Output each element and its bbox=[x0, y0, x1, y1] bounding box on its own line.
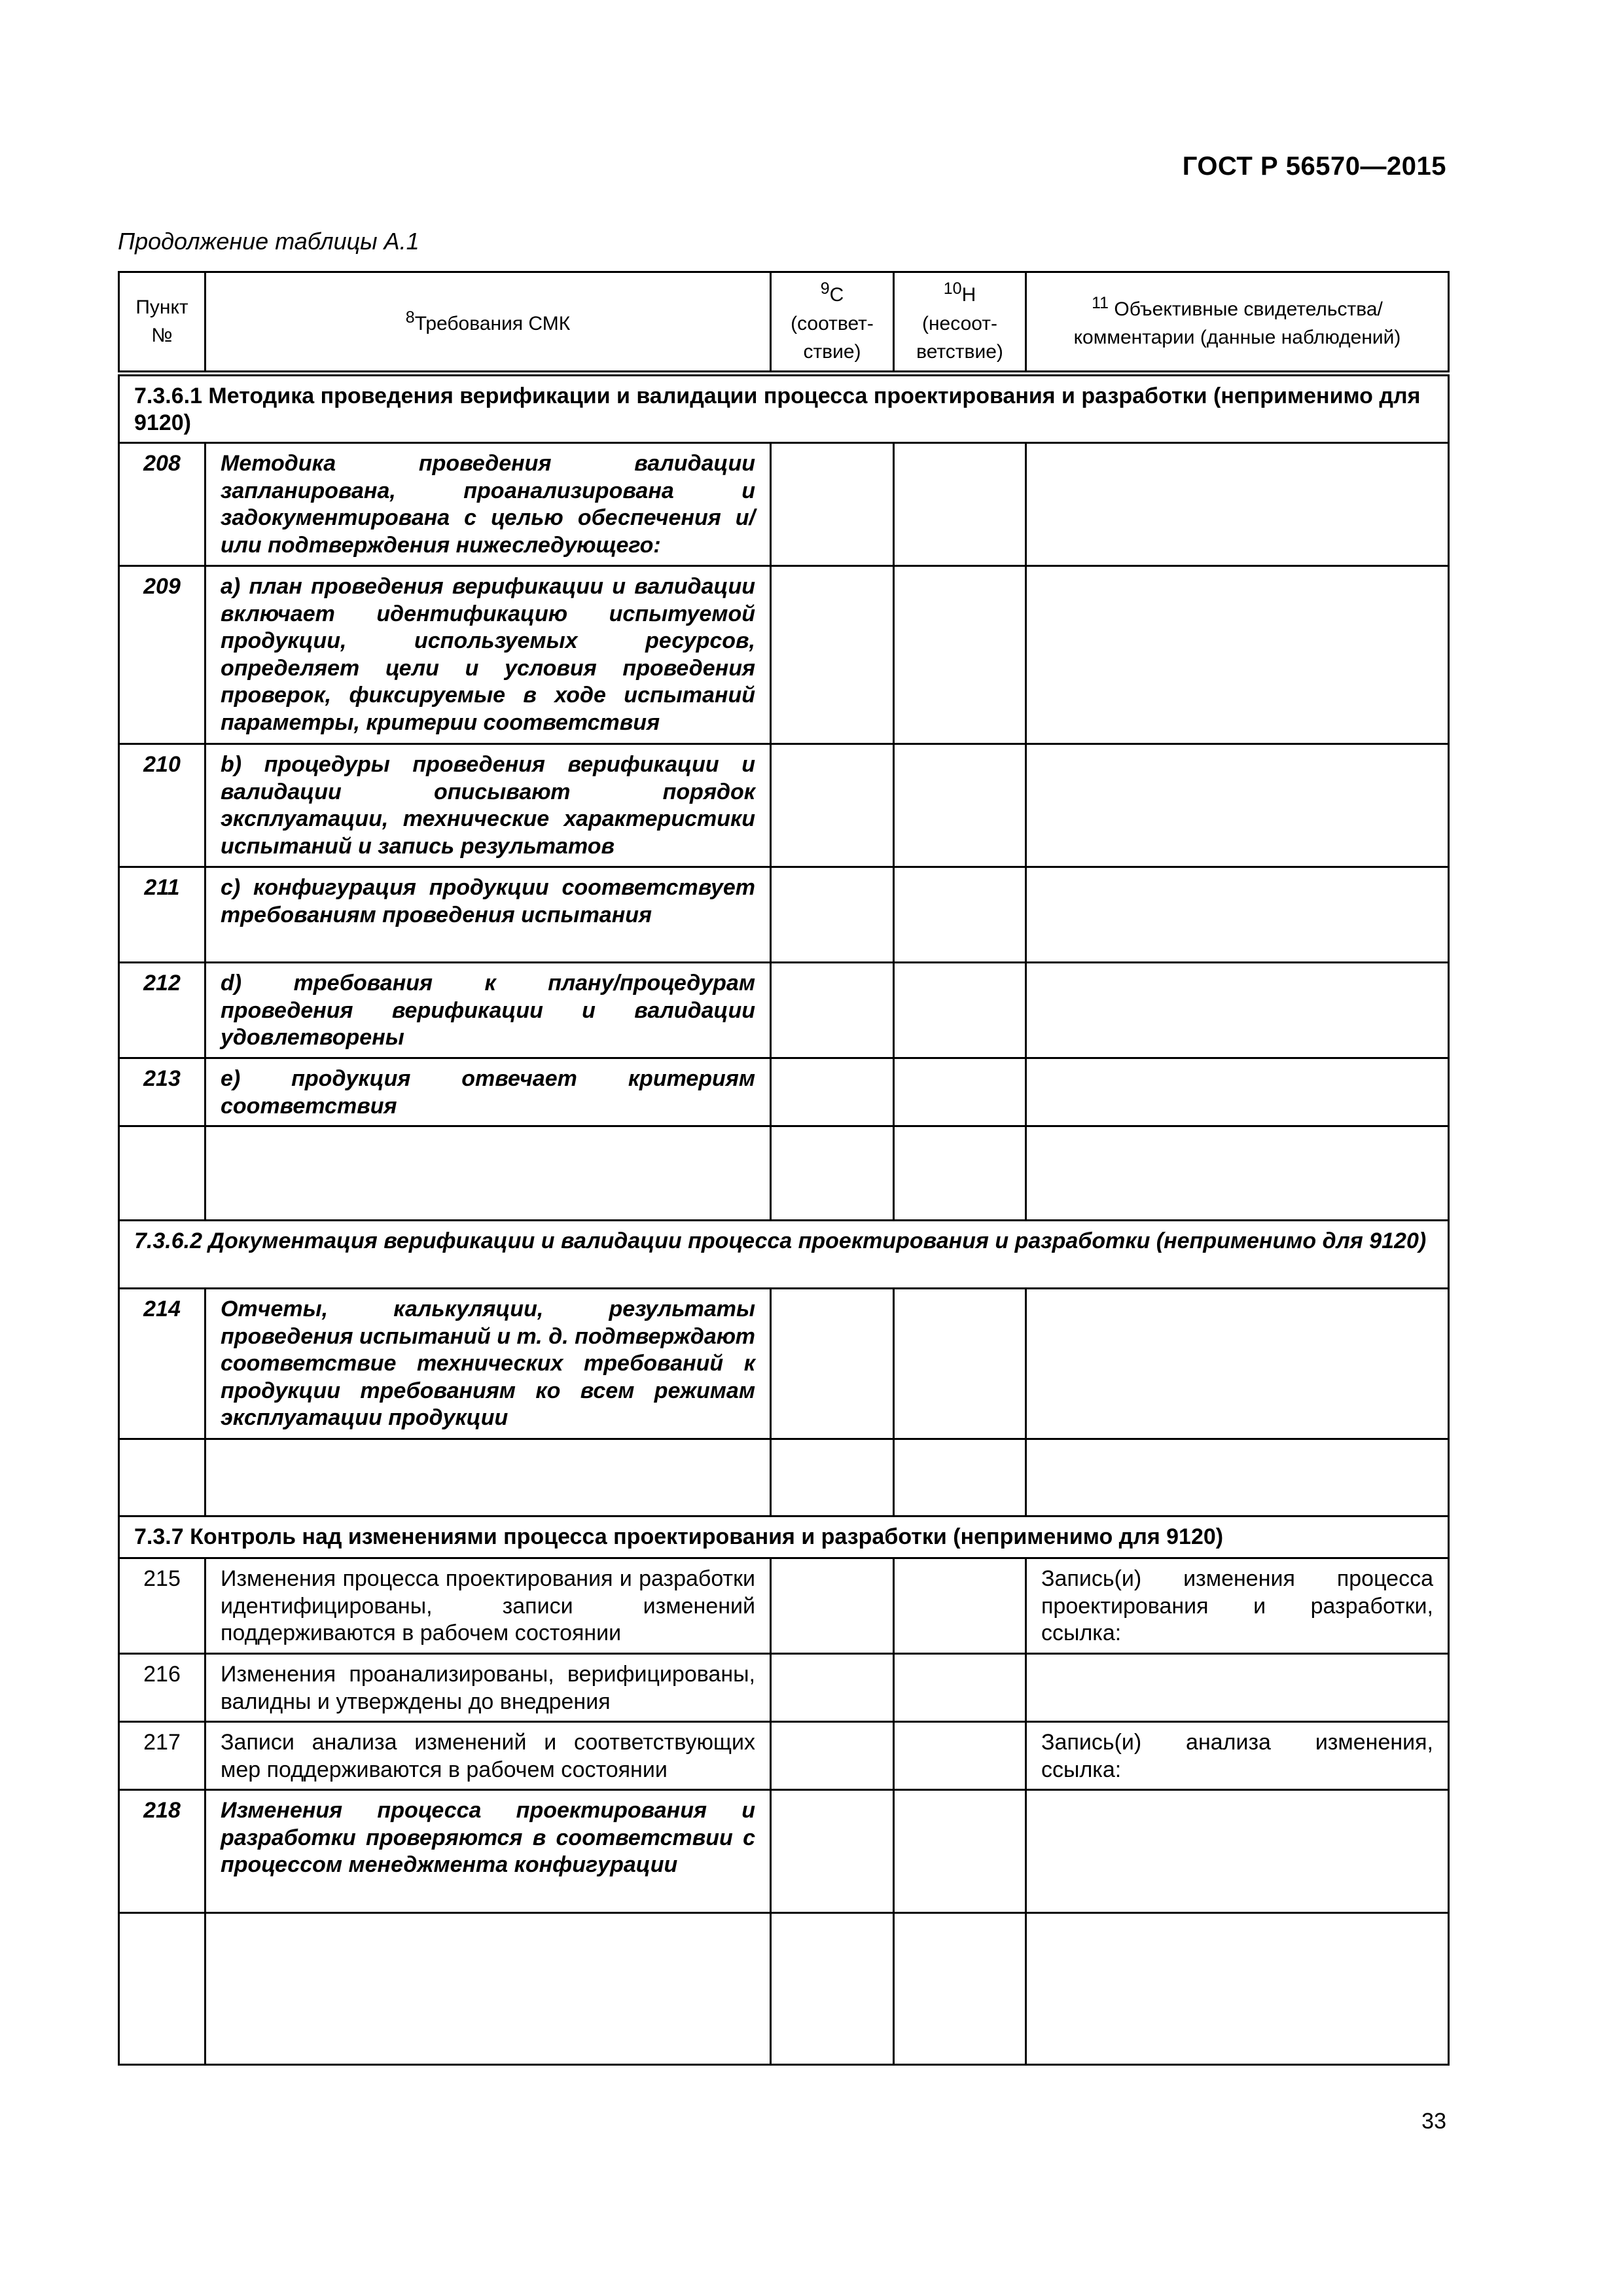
section-title: 7.3.6.1 Методика проведения верификации и валидации процесса проектирования и разработки (неприменимо для 9120) bbox=[119, 373, 1449, 443]
blank-requirement-cell[interactable] bbox=[205, 1913, 771, 2065]
evidence-cell[interactable] bbox=[1026, 744, 1449, 867]
section-row bbox=[119, 373, 1449, 443]
evidence-cell[interactable] bbox=[1026, 963, 1449, 1058]
item-number: 215 bbox=[119, 1558, 205, 1654]
header-evidence-line2: комментарии (данные наблюдений) bbox=[1073, 327, 1401, 349]
requirement-text: b) процедуры проведения верификации и валидации описывают порядок эксплуатации, технические характеристики испытаний и запись результатов bbox=[205, 744, 771, 867]
header-evidence-footnote: 11 bbox=[1092, 293, 1109, 312]
table-row bbox=[119, 1722, 1449, 1790]
table-row bbox=[119, 443, 1449, 566]
table-row bbox=[119, 1289, 1449, 1439]
nonconformity-cell[interactable] bbox=[894, 1790, 1026, 1913]
blank-conformity-cell[interactable] bbox=[771, 1439, 894, 1516]
nonconformity-cell[interactable] bbox=[894, 1558, 1026, 1654]
evidence-cell[interactable] bbox=[1026, 1289, 1449, 1439]
evidence-cell[interactable] bbox=[1026, 443, 1449, 566]
header-item-number-line2: № bbox=[151, 325, 173, 347]
blank-row bbox=[119, 1126, 1449, 1221]
item-number: 217 bbox=[119, 1722, 205, 1790]
item-number: 208 bbox=[119, 443, 205, 566]
nonconformity-cell[interactable] bbox=[894, 963, 1026, 1058]
conformity-cell[interactable] bbox=[771, 443, 894, 566]
blank-nonconformity-cell[interactable] bbox=[894, 1439, 1026, 1516]
table-row bbox=[119, 566, 1449, 744]
blank-nonconformity-cell[interactable] bbox=[894, 1913, 1026, 2065]
requirement-text: c) конфигурация продукции соответствует требованиям проведения испытания bbox=[205, 867, 771, 963]
blank-evidence-cell[interactable] bbox=[1026, 1126, 1449, 1221]
requirement-text: Изменения проанализированы, верифицированы, валидны и утверждены до внедрения bbox=[205, 1654, 771, 1722]
conformity-cell[interactable] bbox=[771, 744, 894, 867]
requirement-text: Записи анализа изменений и соответствующих мер поддерживаются в рабочем состоянии bbox=[205, 1722, 771, 1790]
table-row bbox=[119, 1654, 1449, 1722]
header-conformity-line2: ствие) bbox=[803, 341, 861, 363]
nonconformity-cell[interactable] bbox=[894, 566, 1026, 744]
conformity-cell[interactable] bbox=[771, 566, 894, 744]
header-evidence bbox=[1026, 272, 1449, 374]
nonconformity-cell[interactable] bbox=[894, 1722, 1026, 1790]
header-nonconformity bbox=[894, 272, 1026, 374]
page-number: 33 bbox=[1421, 2109, 1446, 2134]
nonconformity-cell[interactable] bbox=[894, 1058, 1026, 1126]
item-number: 214 bbox=[119, 1289, 205, 1439]
requirements-table bbox=[118, 271, 1450, 2066]
conformity-cell[interactable] bbox=[771, 1558, 894, 1654]
item-number: 212 bbox=[119, 963, 205, 1058]
evidence-cell[interactable] bbox=[1026, 566, 1449, 744]
item-number: 213 bbox=[119, 1058, 205, 1126]
blank-evidence-cell[interactable] bbox=[1026, 1913, 1449, 2065]
conformity-cell[interactable] bbox=[771, 1058, 894, 1126]
item-number: 218 bbox=[119, 1790, 205, 1913]
nonconformity-cell[interactable] bbox=[894, 1289, 1026, 1439]
table-row bbox=[119, 1790, 1449, 1913]
conformity-cell[interactable] bbox=[771, 1790, 894, 1913]
header-conformity-letter: С bbox=[829, 284, 844, 306]
blank-conformity-cell[interactable] bbox=[771, 1126, 894, 1221]
requirement-text: Изменения процесса проектирования и разработки проверяются в соответствии с процессом менеджмента конфигурации bbox=[205, 1790, 771, 1913]
requirement-text: Методика проведения валидации запланирована, проанализирована и задокументирована с целью обеспечения и/или подтверждения нижеследующего: bbox=[205, 443, 771, 566]
blank-row bbox=[119, 1439, 1449, 1516]
section-row bbox=[119, 1221, 1449, 1289]
section-title: 7.3.7 Контроль над изменениями процесса проектирования и разработки (неприменимо для 9120) bbox=[119, 1516, 1449, 1558]
document-standard-header: ГОСТ Р 56570—2015 bbox=[1182, 152, 1446, 181]
conformity-cell[interactable] bbox=[771, 963, 894, 1058]
conformity-cell[interactable] bbox=[771, 1289, 894, 1439]
blank-requirement-cell[interactable] bbox=[205, 1439, 771, 1516]
nonconformity-cell[interactable] bbox=[894, 867, 1026, 963]
section-title: 7.3.6.2 Документация верификации и валидации процесса проектирования и разработки (неприменимо для 9120) bbox=[119, 1221, 1449, 1289]
table-row bbox=[119, 744, 1449, 867]
header-nonconformity-letter: Н bbox=[961, 284, 976, 306]
evidence-cell[interactable]: Запись(и) анализа изменения, ссылка: bbox=[1026, 1722, 1449, 1790]
requirement-text: Изменения процесса проектирования и разработки идентифицированы, записи изменений поддерживаются в рабочем состоянии bbox=[205, 1558, 771, 1654]
requirement-text: a) план проведения верификации и валидации включает идентификацию испытуемой продукции, используемых ресурсов, определяет цели и условия проведения проверок, фиксируемые в ходе испытаний параметры, критерии соответствия bbox=[205, 566, 771, 744]
nonconformity-cell[interactable] bbox=[894, 1654, 1026, 1722]
header-requirements-footnote: 8 bbox=[405, 308, 415, 327]
header-conformity-line1: (соответ- bbox=[791, 312, 874, 334]
table-row bbox=[119, 1558, 1449, 1654]
nonconformity-cell[interactable] bbox=[894, 443, 1026, 566]
blank-number-cell[interactable] bbox=[119, 1913, 205, 2065]
header-item-number bbox=[119, 272, 205, 374]
blank-evidence-cell[interactable] bbox=[1026, 1439, 1449, 1516]
blank-requirement-cell[interactable] bbox=[205, 1126, 771, 1221]
header-requirements bbox=[205, 272, 771, 374]
evidence-cell[interactable] bbox=[1026, 1790, 1449, 1913]
table-header-row bbox=[119, 272, 1449, 374]
evidence-cell[interactable] bbox=[1026, 867, 1449, 963]
header-item-number-line1: Пункт bbox=[135, 296, 188, 318]
nonconformity-cell[interactable] bbox=[894, 744, 1026, 867]
section-row bbox=[119, 1516, 1449, 1558]
header-conformity-footnote: 9 bbox=[820, 279, 830, 298]
blank-number-cell[interactable] bbox=[119, 1126, 205, 1221]
table-row bbox=[119, 1058, 1449, 1126]
evidence-cell[interactable] bbox=[1026, 1058, 1449, 1126]
conformity-cell[interactable] bbox=[771, 1722, 894, 1790]
header-nonconformity-line2: ветствие) bbox=[916, 341, 1003, 363]
blank-nonconformity-cell[interactable] bbox=[894, 1126, 1026, 1221]
item-number: 209 bbox=[119, 566, 205, 744]
table-row bbox=[119, 963, 1449, 1058]
table-row bbox=[119, 867, 1449, 963]
header-nonconformity-line1: (несоот- bbox=[921, 312, 998, 334]
item-number: 211 bbox=[119, 867, 205, 963]
header-nonconformity-footnote: 10 bbox=[943, 279, 962, 298]
blank-conformity-cell[interactable] bbox=[771, 1913, 894, 2065]
header-evidence-line1: Объективные свидетельства/ bbox=[1109, 298, 1383, 320]
requirement-text: Отчеты, калькуляции, результаты проведения испытаний и т. д. подтверждают соответствие технических требований к продукции требованиям ко всем режимам эксплуатации продукции bbox=[205, 1289, 771, 1439]
conformity-cell[interactable] bbox=[771, 867, 894, 963]
item-number: 210 bbox=[119, 744, 205, 867]
table-continuation-caption: Продолжение таблицы А.1 bbox=[118, 228, 419, 255]
blank-row bbox=[119, 1913, 1449, 2065]
header-conformity bbox=[771, 272, 894, 374]
blank-number-cell[interactable] bbox=[119, 1439, 205, 1516]
header-requirements-text: Требования СМК bbox=[414, 312, 571, 334]
evidence-cell[interactable]: Запись(и) изменения процесса проектирования и разработки, ссылка: bbox=[1026, 1558, 1449, 1654]
conformity-cell[interactable] bbox=[771, 1654, 894, 1722]
requirement-text: e) продукция отвечает критериям соответствия bbox=[205, 1058, 771, 1126]
item-number: 216 bbox=[119, 1654, 205, 1722]
evidence-cell[interactable] bbox=[1026, 1654, 1449, 1722]
requirement-text: d) требования к плану/процедурам проведения верификации и валидации удовлетворены bbox=[205, 963, 771, 1058]
